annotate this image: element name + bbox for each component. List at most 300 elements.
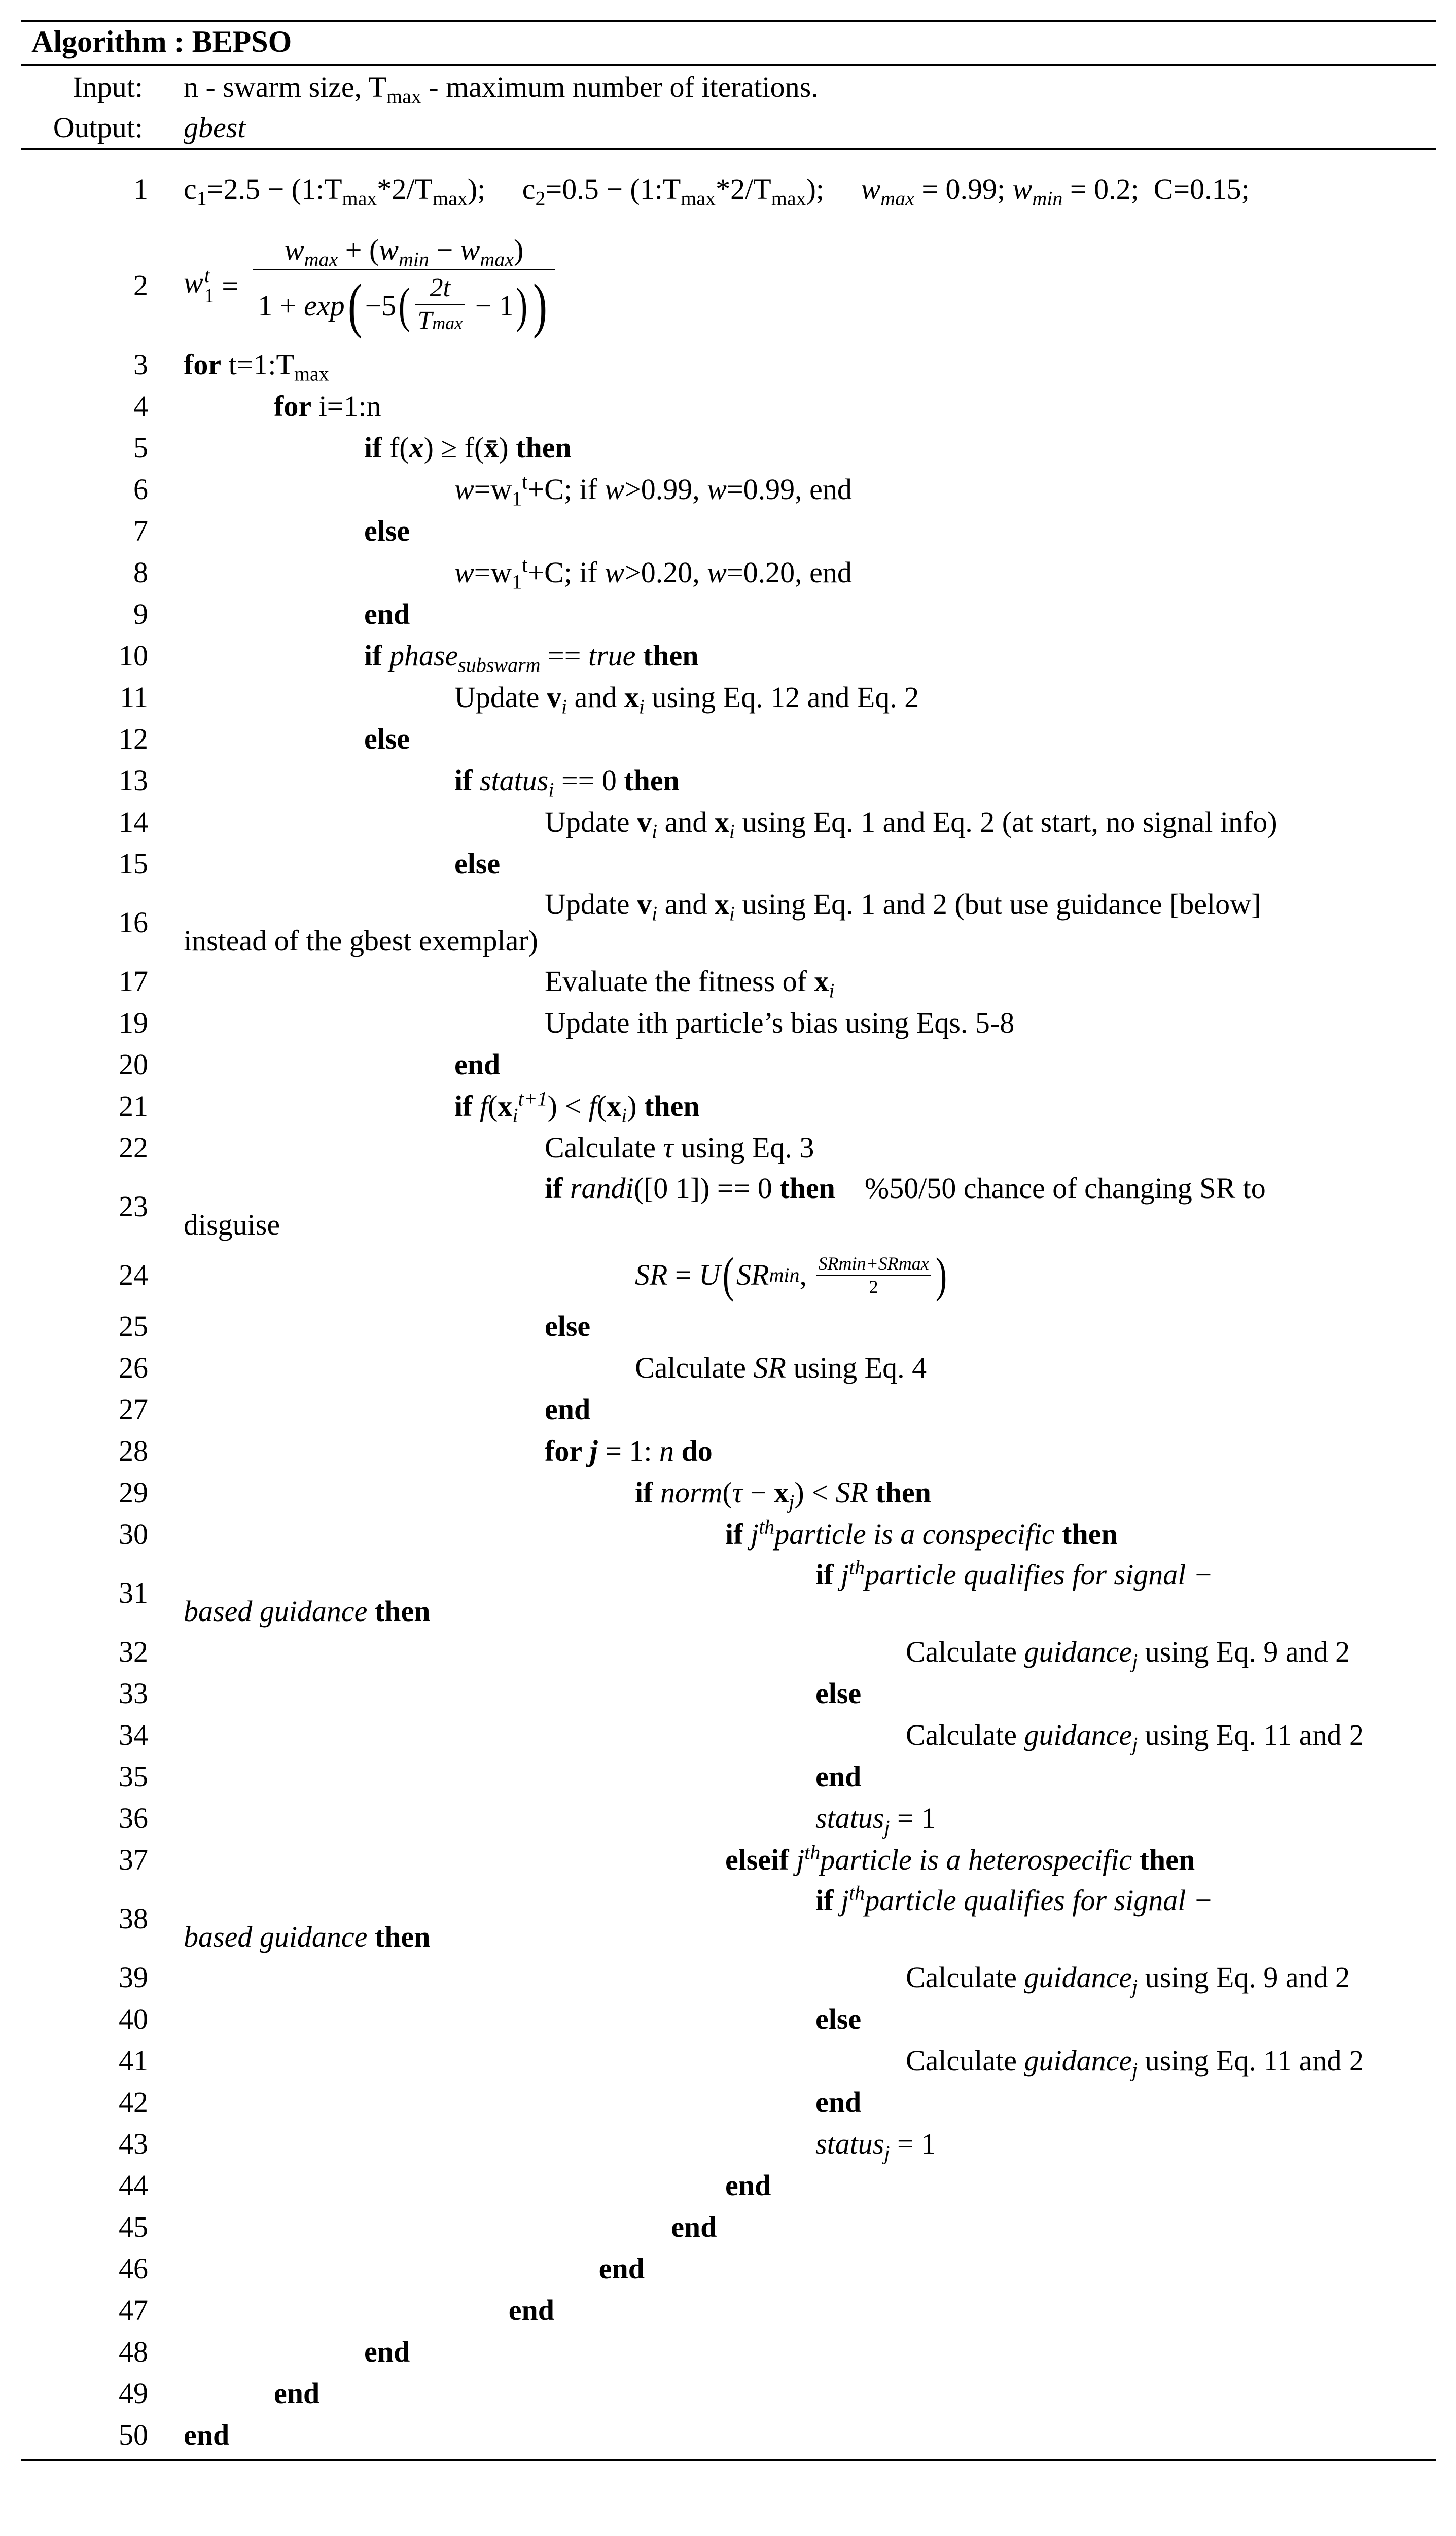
line-code — [184, 762, 1426, 799]
line-number: 25 — [119, 1310, 148, 1343]
code-token: j — [750, 1518, 759, 1551]
code-token: t — [522, 553, 528, 577]
line-code — [184, 513, 1426, 549]
code-token: using Eq. 9 and 2 — [1138, 1961, 1351, 1994]
code-token: phase — [389, 639, 458, 672]
algorithm-line — [21, 1306, 1436, 1347]
algorithm-line — [21, 2414, 1436, 2456]
algorithm-line — [21, 961, 1436, 1002]
code-token: for — [184, 348, 222, 381]
code-token: particle qualifies for signal − — [865, 1558, 1213, 1591]
line-number: 33 — [119, 1677, 148, 1710]
code-token: Update — [545, 888, 637, 921]
algorithm-line — [21, 1714, 1436, 1756]
algorithm-box — [21, 20, 1436, 2536]
formula-weight — [184, 227, 555, 344]
output-label: Output: — [53, 111, 143, 144]
code-token: i=1:n — [311, 390, 381, 422]
line-number: 13 — [119, 764, 148, 797]
code-token: else — [545, 1310, 591, 1343]
algorithm-line — [21, 801, 1436, 843]
code-token — [472, 1089, 480, 1122]
code-token: ); — [806, 172, 861, 205]
line-code — [184, 171, 1426, 210]
code-token: w — [1012, 172, 1033, 205]
code-token: if — [545, 1172, 563, 1205]
code-token — [833, 1884, 841, 1917]
line-code — [184, 1391, 1426, 1428]
code-token: end — [671, 2210, 717, 2243]
code-token: 1 — [512, 487, 522, 510]
algorithm-line — [21, 1127, 1436, 1169]
line-code — [184, 2334, 1426, 2370]
line-code — [184, 430, 1426, 466]
code-token: if — [815, 1884, 834, 1917]
code-token: end — [545, 1393, 591, 1426]
code-token — [868, 1476, 876, 1509]
code-token: ); c — [467, 172, 536, 205]
algorithm-line — [21, 1839, 1436, 1881]
code-token: norm — [660, 1476, 723, 1509]
code-token: *2/T — [377, 172, 433, 205]
code-token: t+1 — [518, 1087, 548, 1110]
line-number: 4 — [133, 390, 148, 422]
code-token: Calculate — [906, 1718, 1024, 1751]
code-token: using Eq. 11 and 2 — [1138, 2044, 1364, 2077]
code-token: =2.5 − (1:T — [206, 172, 342, 205]
code-token: v — [547, 681, 561, 714]
code-token: Calculate — [545, 1131, 663, 1164]
code-token: particle is a conspecific — [774, 1518, 1055, 1551]
code-token: j — [840, 1884, 849, 1917]
code-token: status — [479, 764, 549, 797]
code-token: j — [789, 1490, 795, 1513]
code-token: guidance — [1024, 1718, 1132, 1751]
code-token-wrap: then — [374, 1595, 431, 1628]
algorithm-line — [21, 1555, 1436, 1631]
algorithm-line — [21, 1430, 1436, 1472]
algorithm-line — [21, 469, 1436, 510]
code-token — [562, 1172, 570, 1205]
line-code — [184, 2250, 1426, 2287]
code-token: if — [364, 639, 382, 672]
line-code — [184, 1959, 1426, 1996]
code-token: ) < — [547, 1089, 589, 1122]
code-token: Calculate — [906, 1961, 1024, 1994]
line-number: 10 — [119, 639, 148, 672]
code-token: == 0 — [554, 764, 624, 797]
code-token: end — [364, 2335, 410, 2368]
code-token: v — [637, 888, 652, 921]
code-token: using Eq. 11 and 2 — [1138, 1718, 1364, 1751]
line-code — [184, 1634, 1426, 1673]
code-token: else — [815, 1677, 862, 1710]
line-code — [184, 679, 1426, 716]
algorithm-line — [21, 2373, 1436, 2414]
code-token-wrap: disguise — [184, 1208, 280, 1241]
code-token: ) ≥ f( — [423, 431, 484, 464]
code-token: else — [454, 847, 501, 880]
code-token: then — [779, 1172, 835, 1205]
code-token: w — [707, 556, 727, 589]
formula-eq: = — [214, 269, 246, 302]
code-token: max — [432, 187, 468, 210]
code-token: end — [725, 2169, 771, 2202]
code-token-wrap: then — [374, 1920, 431, 1953]
code-token: Calculate — [906, 1635, 1024, 1668]
code-token: if — [635, 1476, 653, 1509]
code-token: th — [804, 1841, 821, 1864]
line-number: 37 — [119, 1843, 148, 1876]
line-number: 6 — [133, 473, 148, 506]
line-code — [184, 886, 1426, 959]
code-token: th — [849, 1881, 865, 1905]
code-token: for — [545, 1434, 583, 1467]
line-code — [184, 1046, 1426, 1083]
code-token: >0.20, — [624, 556, 707, 589]
code-token — [472, 764, 480, 797]
line-number: 48 — [119, 2335, 148, 2368]
code-token: then — [516, 431, 572, 464]
code-token: if — [454, 1089, 473, 1122]
code-token: i — [729, 902, 735, 925]
code-token: w — [605, 556, 625, 589]
code-token: end — [364, 597, 410, 630]
code-token: x — [814, 965, 829, 998]
line-code — [184, 1248, 1426, 1302]
algorithm-line — [21, 2248, 1436, 2290]
line-code — [184, 1717, 1426, 1756]
code-token: 2 — [535, 187, 546, 210]
code-token: j — [1132, 2058, 1138, 2082]
formula-lhs: w t 1 — [184, 264, 215, 307]
line-number: 42 — [119, 2086, 148, 2119]
line-code — [184, 1516, 1426, 1553]
line-number: 7 — [133, 514, 148, 547]
code-token: x — [774, 1476, 789, 1509]
line-code — [184, 963, 1426, 1000]
code-token: Update — [454, 681, 547, 714]
algorithm-line — [21, 1673, 1436, 1714]
code-token: then — [1062, 1518, 1118, 1551]
code-token: =0.20, end — [726, 556, 852, 589]
code-token: max — [681, 187, 716, 210]
code-token: =w — [474, 556, 512, 589]
algorithm-line — [21, 1002, 1436, 1044]
line-number: 2 — [133, 269, 148, 302]
code-token: x — [409, 431, 424, 464]
code-token: ( — [488, 1089, 498, 1122]
line-code — [184, 2375, 1426, 2412]
line-number: 19 — [119, 1006, 148, 1039]
line-number: 44 — [119, 2169, 148, 2202]
code-token: j — [589, 1434, 598, 1467]
code-token: status — [815, 2127, 884, 2160]
line-number: 46 — [119, 2252, 148, 2285]
code-token: SR — [835, 1476, 868, 1509]
line-number: 40 — [119, 2002, 148, 2035]
line-number: 34 — [119, 1718, 148, 1751]
algorithm-line — [21, 552, 1436, 593]
code-token: guidance — [1024, 2044, 1132, 2077]
line-number: 30 — [119, 1518, 148, 1551]
code-token: using Eq. 1 and Eq. 2 (at start, no signal info) — [735, 805, 1277, 838]
algorithm-line — [21, 718, 1436, 760]
algorithm-line — [21, 2040, 1436, 2082]
algorithm-line — [21, 2290, 1436, 2331]
line-number: 41 — [119, 2044, 148, 2077]
line-number: 38 — [119, 1902, 148, 1935]
line-number: 26 — [119, 1351, 148, 1384]
code-token: w — [605, 473, 625, 506]
code-token: j — [796, 1843, 805, 1876]
line-code — [184, 2001, 1426, 2037]
algorithm-line — [21, 1881, 1436, 1957]
line-number: 43 — [119, 2127, 148, 2160]
line-code — [184, 596, 1426, 632]
code-token-wrap: instead of the gbest exemplar) — [184, 924, 538, 957]
code-token: f — [588, 1089, 597, 1122]
code-token — [1132, 1843, 1140, 1876]
code-token — [743, 1518, 751, 1551]
line-number: 23 — [119, 1190, 148, 1223]
line-code — [184, 2209, 1426, 2245]
line-code — [184, 2126, 1426, 2165]
code-token: true — [588, 639, 636, 672]
algorithm-line — [21, 151, 1436, 227]
line-code — [184, 804, 1426, 843]
line-code — [184, 346, 1426, 383]
code-token: ([0 1]) == 0 — [633, 1172, 780, 1205]
line-code — [184, 2417, 1426, 2453]
algorithm-title: Algorithm : BEPSO — [31, 25, 292, 58]
line-code — [184, 1433, 1426, 1469]
code-token: c — [184, 172, 197, 205]
code-token — [1055, 1518, 1062, 1551]
code-token: x — [624, 681, 639, 714]
code-token: i — [652, 820, 658, 843]
code-token: if — [815, 1558, 834, 1591]
line-number: 27 — [119, 1393, 148, 1426]
algorithm-line — [21, 227, 1436, 344]
input-text-main: n - swarm size, T — [184, 71, 386, 103]
code-token: = 0.99; — [914, 172, 1013, 205]
algorithm-line — [21, 760, 1436, 801]
code-token: ( — [596, 1089, 607, 1122]
io-rule — [21, 148, 1436, 150]
line-number: 29 — [119, 1476, 148, 1509]
code-token: elseif — [725, 1843, 789, 1876]
code-token: min — [1032, 187, 1063, 210]
algorithm-line — [21, 2206, 1436, 2248]
header-rule — [21, 64, 1436, 66]
line-code — [184, 2084, 1426, 2121]
line-number: 11 — [120, 681, 148, 714]
line-number: 36 — [119, 1802, 148, 1835]
algorithm-line — [21, 1957, 1436, 1998]
line-code — [184, 2042, 1426, 2082]
code-token: +C; if — [527, 556, 605, 589]
formula-numerator: $w_{max} + (w_{min} - w_{max})$ — [284, 233, 524, 271]
algorithm-line — [21, 1085, 1436, 1127]
line-number: 28 — [119, 1434, 148, 1467]
code-token: i — [548, 778, 554, 801]
line-number: 20 — [119, 1048, 148, 1081]
algorithm-line — [21, 635, 1436, 677]
line-number: 49 — [119, 2377, 148, 2410]
formula-denominator: 1 + exp ( −5 ( 2t Tmax − 1 ) ) — [258, 271, 547, 339]
line-number: 47 — [119, 2294, 148, 2327]
algorithm-line — [21, 885, 1436, 961]
line-number: 24 — [119, 1258, 148, 1291]
algorithm-line — [21, 2123, 1436, 2165]
code-token: and — [657, 888, 715, 921]
code-token: else — [815, 2002, 862, 2035]
line-number: 32 — [119, 1635, 148, 1668]
code-token — [382, 639, 389, 672]
code-token: particle qualifies for signal − — [865, 1884, 1213, 1917]
line-number: 8 — [133, 556, 148, 589]
algorithm-line — [21, 843, 1436, 885]
line-number: 22 — [119, 1131, 148, 1164]
code-token: using Eq. 12 and Eq. 2 — [645, 681, 919, 714]
algorithm-line — [21, 2082, 1436, 2123]
algorithm-line — [21, 1044, 1436, 1085]
code-token: if — [454, 764, 473, 797]
code-token: end — [454, 1048, 501, 1081]
code-token: =0.99, end — [726, 473, 852, 506]
line-number: 39 — [119, 1961, 148, 1994]
code-token: and — [567, 681, 624, 714]
algorithm-line — [21, 510, 1436, 552]
algorithm-line — [21, 1798, 1436, 1839]
code-token: SR — [753, 1351, 786, 1384]
code-token: =w — [474, 473, 512, 506]
line-number: 12 — [119, 722, 148, 755]
code-token-wrap: based guidance — [184, 1920, 368, 1953]
code-token: th — [849, 1556, 865, 1579]
line-number: 21 — [119, 1089, 148, 1122]
code-token: = 1 — [890, 2127, 936, 2160]
code-token: x — [714, 888, 729, 921]
line-number: 31 — [119, 1576, 148, 1609]
code-token: = 1 — [890, 1802, 936, 1835]
code-token: max — [294, 362, 329, 385]
code-token: w — [454, 556, 474, 589]
formula-sr: SR = U ( SR min , SRmin+SRmax 2 ) — [635, 1248, 947, 1302]
input-text-sub: max — [386, 85, 421, 108]
algorithm-line — [21, 1472, 1436, 1513]
algorithm-line — [21, 385, 1436, 427]
code-token: i — [829, 979, 835, 1002]
code-token: i — [621, 1104, 627, 1127]
code-token: i — [638, 695, 645, 718]
algorithm-line — [21, 1245, 1436, 1306]
line-code — [184, 388, 1426, 425]
formula-fraction — [253, 233, 555, 339]
line-number: 15 — [119, 847, 148, 880]
code-token — [635, 639, 643, 672]
line-code — [184, 1170, 1426, 1243]
code-token: ) < — [794, 1476, 836, 1509]
code-token: x̄ — [484, 431, 499, 464]
code-token: if — [364, 431, 382, 464]
input-label: Input: — [73, 71, 143, 103]
code-token: >0.99, — [624, 473, 707, 506]
code-token: th — [759, 1515, 775, 1538]
code-token — [674, 1434, 682, 1467]
code-token: max — [880, 187, 914, 210]
algorithm-line — [21, 2331, 1436, 2373]
input-text — [184, 67, 819, 108]
code-token — [582, 1434, 590, 1467]
code-token: w — [707, 473, 727, 506]
code-token: ) — [627, 1089, 645, 1122]
code-token: i — [512, 1104, 518, 1127]
code-token: x — [607, 1089, 622, 1122]
code-token: max — [342, 187, 377, 210]
line-code — [184, 846, 1426, 882]
line-code — [184, 1800, 1426, 1837]
algorithm-line — [21, 427, 1436, 469]
code-token: max — [771, 187, 806, 210]
code-token: τ — [663, 1131, 674, 1164]
line-number: 16 — [119, 906, 148, 939]
code-token: x — [498, 1089, 513, 1122]
code-token: end — [274, 2377, 320, 2410]
code-token: Evaluate the fitness of — [545, 965, 814, 998]
code-token: n — [659, 1434, 674, 1467]
code-token: − — [742, 1476, 774, 1509]
line-number: 50 — [119, 2418, 148, 2451]
line-code — [184, 1557, 1426, 1630]
code-token-wrap — [367, 1920, 375, 1953]
code-token: randi — [570, 1172, 634, 1205]
algorithm-line — [21, 1998, 1436, 2040]
code-token: Update ith particle’s bias using Eqs. 5-8 — [545, 1006, 1015, 1039]
line-code — [184, 2292, 1426, 2329]
code-token-wrap: based guidance — [184, 1595, 368, 1628]
top-rule — [21, 20, 1436, 22]
algorithm-line — [21, 1631, 1436, 1673]
algorithm-line — [21, 1389, 1436, 1430]
code-token: j — [884, 2141, 890, 2165]
output-text: gbest — [184, 111, 246, 144]
code-token: j — [1132, 1975, 1138, 1998]
line-number: 45 — [119, 2210, 148, 2243]
line-code — [184, 1005, 1426, 1041]
code-token: j — [1132, 1649, 1138, 1673]
line-code — [184, 471, 1426, 508]
code-token: ( — [722, 1476, 732, 1509]
code-token: then — [644, 1089, 700, 1122]
line-number: 1 — [133, 172, 148, 205]
code-token: do — [681, 1434, 713, 1467]
code-token-wrap — [367, 1595, 375, 1628]
code-token: j — [840, 1558, 849, 1591]
code-token: t — [522, 470, 528, 494]
code-token: else — [364, 722, 410, 755]
code-token: w — [454, 473, 474, 506]
code-token: τ — [732, 1476, 743, 1509]
code-token: guidance — [1024, 1961, 1132, 1994]
code-token — [789, 1843, 797, 1876]
code-token: then — [1139, 1843, 1195, 1876]
code-token: particle is a heterospecific — [820, 1843, 1132, 1876]
input-text-tail: - maximum number of iterations. — [421, 71, 819, 103]
line-number: 14 — [119, 805, 148, 838]
code-token: then — [875, 1476, 931, 1509]
